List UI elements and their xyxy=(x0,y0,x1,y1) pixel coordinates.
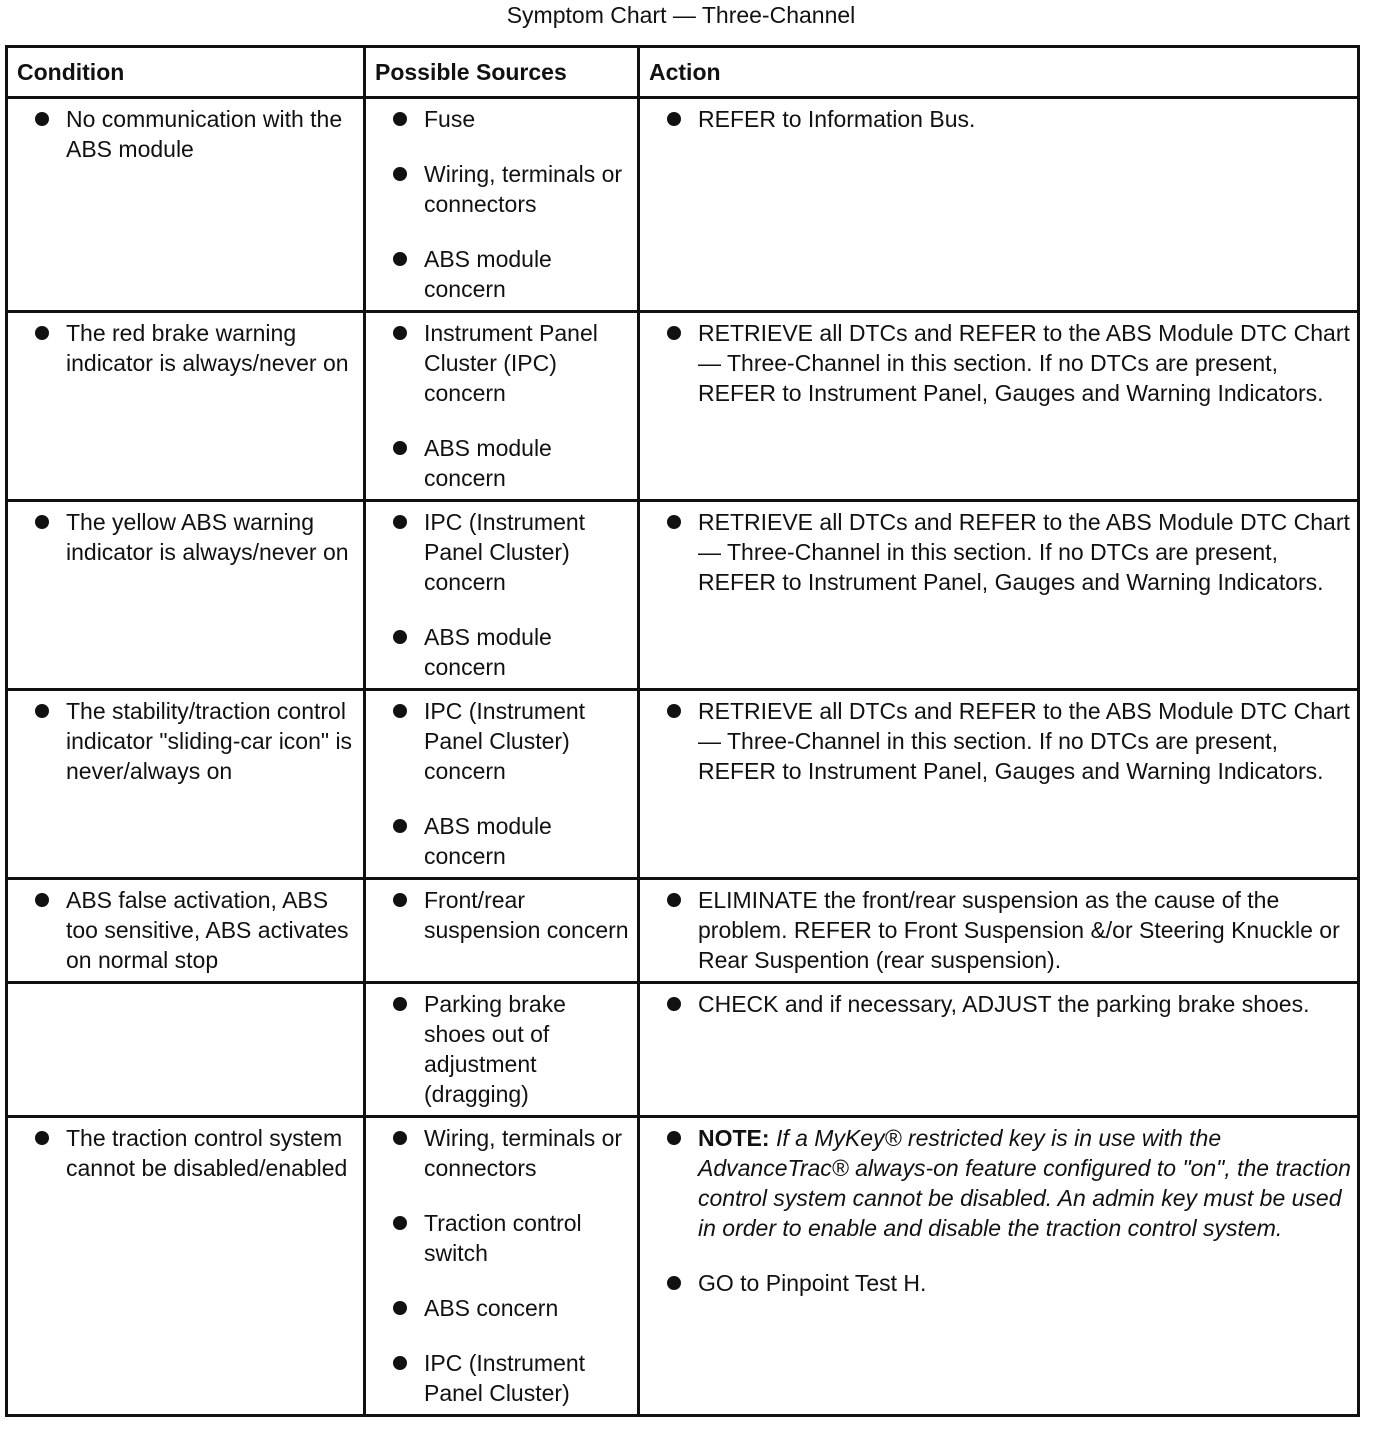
action-list xyxy=(648,885,1353,975)
condition-item: ABS false activation, ABS too sensitive, ABS activates on normal stop xyxy=(16,885,359,975)
source-item: IPC (Instrument Panel Cluster) xyxy=(374,1348,633,1408)
symptom-table xyxy=(5,45,1360,1417)
condition-list xyxy=(16,696,359,786)
action-list xyxy=(648,989,1353,1019)
table-row xyxy=(7,501,1359,690)
note-label: NOTE: xyxy=(698,1125,770,1151)
note-item xyxy=(648,1123,1353,1243)
table-row xyxy=(7,879,1359,983)
condition-list xyxy=(16,1123,359,1183)
sources-list xyxy=(374,696,633,871)
source-item: Traction control switch xyxy=(374,1208,633,1268)
source-item: Instrument Panel Cluster (IPC) concern xyxy=(374,318,633,408)
condition-item: The red brake warning indicator is always/never on xyxy=(16,318,359,378)
source-item: Fuse xyxy=(374,104,633,134)
action-list xyxy=(648,507,1353,597)
sources-cell xyxy=(365,98,639,312)
sources-list xyxy=(374,507,633,682)
condition-item: The yellow ABS warning indicator is always/never on xyxy=(16,507,359,567)
header-row xyxy=(7,47,1359,98)
action-cell xyxy=(639,501,1359,690)
action-cell xyxy=(639,879,1359,983)
condition-list xyxy=(16,507,359,567)
source-item: Wiring, terminals or connectors xyxy=(374,159,633,219)
table-row xyxy=(7,98,1359,312)
condition-cell-empty xyxy=(7,983,365,1117)
header-condition: Condition xyxy=(7,47,365,98)
action-cell xyxy=(639,98,1359,312)
source-item: ABS concern xyxy=(374,1293,633,1323)
condition-list xyxy=(16,885,359,975)
condition-cell xyxy=(7,98,365,312)
condition-cell xyxy=(7,1117,365,1416)
condition-item: The traction control system cannot be disabled/enabled xyxy=(16,1123,359,1183)
sources-list xyxy=(374,885,633,945)
condition-cell xyxy=(7,690,365,879)
source-item: ABS module concern xyxy=(374,244,633,304)
condition-cell xyxy=(7,312,365,501)
action-list xyxy=(648,318,1353,408)
action-item: RETRIEVE all DTCs and REFER to the ABS Module DTC Chart— Three-Channel in this section. If no DTCs are present, REFER to Instrument Panel, Gauges and Warning Indicators. xyxy=(648,507,1353,597)
source-item: IPC (Instrument Panel Cluster) concern xyxy=(374,507,633,597)
sources-cell xyxy=(365,1117,639,1416)
table-row xyxy=(7,690,1359,879)
source-item: IPC (Instrument Panel Cluster) concern xyxy=(374,696,633,786)
sources-cell xyxy=(365,312,639,501)
action-list xyxy=(648,1123,1353,1298)
condition-cell xyxy=(7,879,365,983)
sources-cell xyxy=(365,983,639,1117)
source-item: ABS module concern xyxy=(374,433,633,493)
sources-list xyxy=(374,104,633,304)
action-item: REFER to Information Bus. xyxy=(648,104,1353,134)
chart-title: Symptom Chart — Three-Channel xyxy=(506,2,856,28)
action-list xyxy=(648,104,1353,134)
table-row xyxy=(7,312,1359,501)
header-action: Action xyxy=(639,47,1359,98)
source-item: ABS module concern xyxy=(374,811,633,871)
condition-list xyxy=(16,318,359,378)
action-item: CHECK and if necessary, ADJUST the parking brake shoes. xyxy=(648,989,1353,1019)
source-item: Wiring, terminals or connectors xyxy=(374,1123,633,1183)
action-cell xyxy=(639,1117,1359,1416)
sources-cell xyxy=(365,879,639,983)
source-item: ABS module concern xyxy=(374,622,633,682)
action-cell xyxy=(639,983,1359,1117)
action-cell xyxy=(639,312,1359,501)
condition-list xyxy=(16,104,359,164)
action-item: GO to Pinpoint Test H. xyxy=(648,1268,1353,1298)
sources-cell xyxy=(365,690,639,879)
sources-cell xyxy=(365,501,639,690)
note-text: If a MyKey® restricted key is in use with the AdvanceTrac® always-on feature configured to "on", the traction control system cannot be disabled. An admin key must be used in order to enable and disable the traction control system. xyxy=(698,1125,1351,1241)
source-item: Front/rear suspension concern xyxy=(374,885,633,945)
action-item: ELIMINATE the front/rear suspension as the cause of the problem. REFER to Front Suspension &/or Steering Knuckle or Rear Suspention (rear suspension). xyxy=(648,885,1353,975)
condition-item: The stability/traction control indicator "sliding-car icon" is never/always on xyxy=(16,696,359,786)
table-row xyxy=(7,983,1359,1117)
action-list xyxy=(648,696,1353,786)
source-item: Parking brake shoes out of adjustment (dragging) xyxy=(374,989,633,1109)
sources-list xyxy=(374,1123,633,1408)
table-row xyxy=(7,1117,1359,1416)
sources-list xyxy=(374,318,633,493)
action-item: RETRIEVE all DTCs and REFER to the ABS Module DTC Chart— Three-Channel in this section. If no DTCs are present, REFER to Instrument Panel, Gauges and Warning Indicators. xyxy=(648,696,1353,786)
sources-list xyxy=(374,989,633,1109)
action-item: RETRIEVE all DTCs and REFER to the ABS Module DTC Chart— Three-Channel in this section. If no DTCs are present, REFER to Instrument Panel, Gauges and Warning Indicators. xyxy=(648,318,1353,408)
action-cell xyxy=(639,690,1359,879)
header-sources: Possible Sources xyxy=(365,47,639,98)
condition-item: No communication with the ABS module xyxy=(16,104,359,164)
condition-cell xyxy=(7,501,365,690)
